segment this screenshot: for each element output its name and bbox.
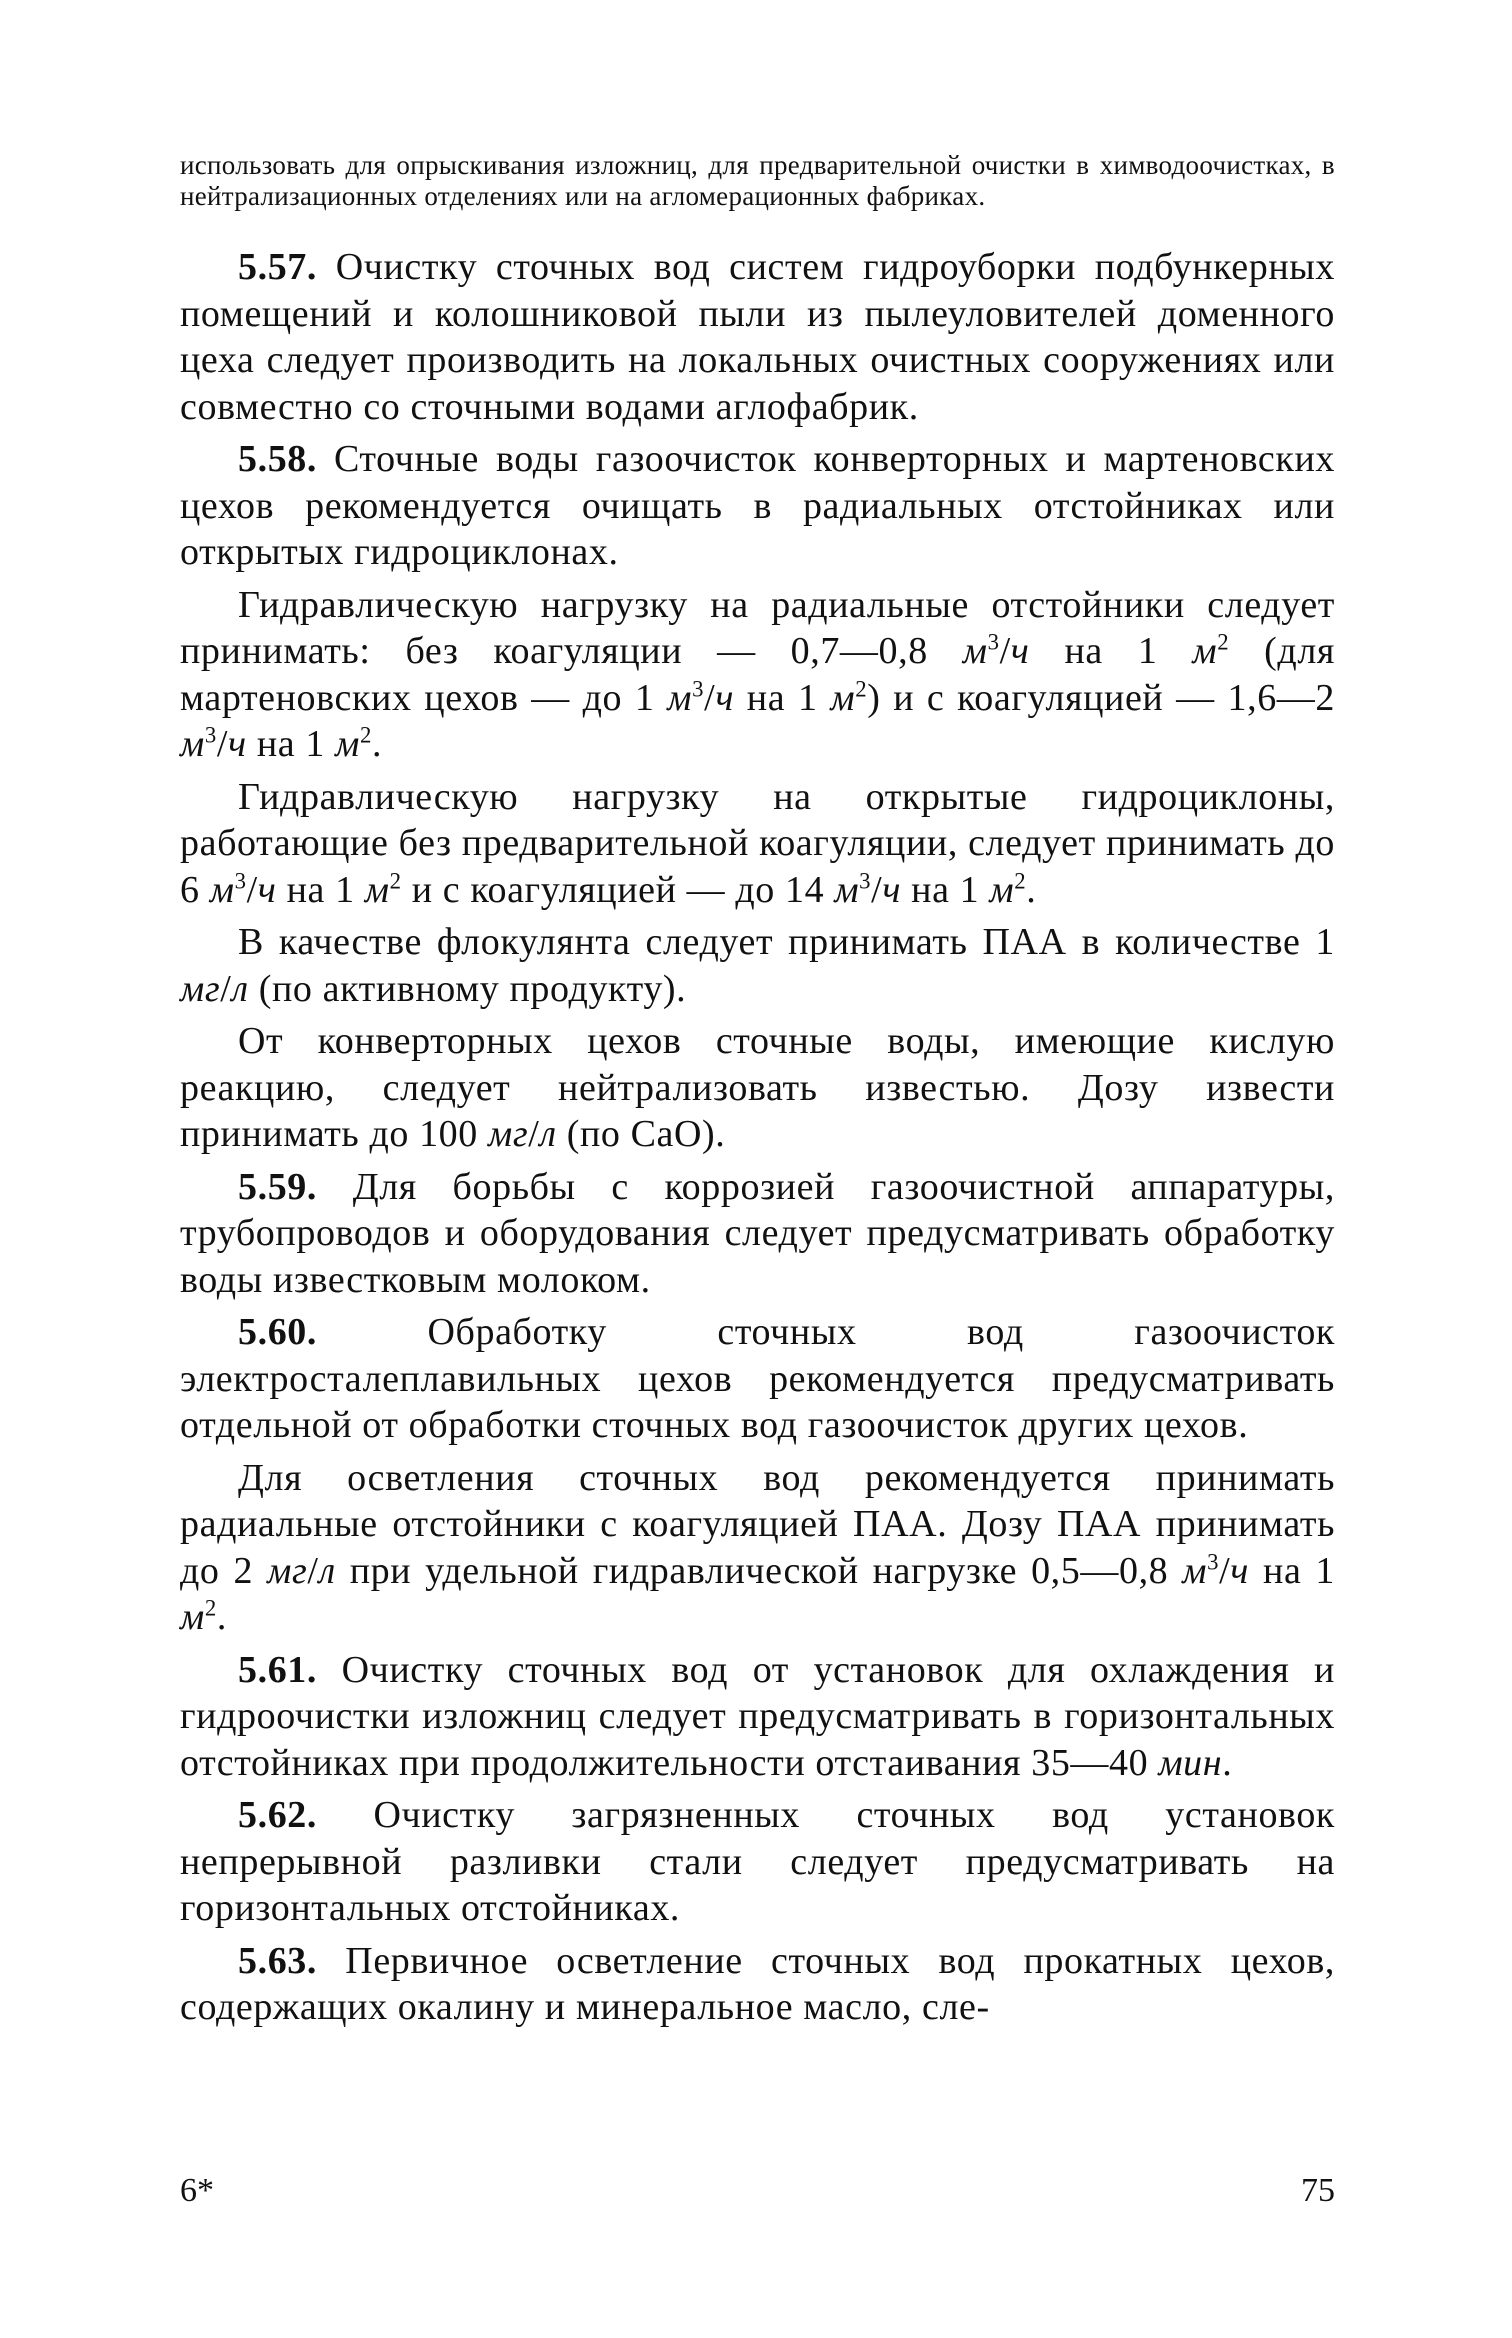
paragraph xyxy=(180,1792,1335,1932)
clause-number: 5.60. xyxy=(238,1311,317,1353)
paragraph-text: Обработку сточных вод газоочисток электросталеплавильных цехов рекомендуется предусматривать отдельной от обработки сточных вод газоочисток других цехов. xyxy=(180,1311,1335,1446)
clause-number: 5.63. xyxy=(238,1939,317,1982)
clause-number: 5.61. xyxy=(238,1648,317,1691)
paragraph-text: Первичное осветление сточных вод прокатных цехов, содержащих окалину и минеральное масло, сле- xyxy=(180,1939,1335,2028)
paragraph-text: Сточные воды газоочисток конверторных и мартеновских цехов рекомендуется очищать в радиальных отстойниках или открытых гидроциклонах. xyxy=(180,438,1335,573)
paragraph-text: Гидравлическую нагрузку на радиальные отстойники следует принимать: без коагуляции — 0,7—0,8 $м^3/ч$ на 1 $м^2$ (для мартеновских цехов — до 1 $м^3/ч$ на 1 $м^2$) и с коагуляцией — 1,6—2 $м^3/ч$ на 1 $м^2$. xyxy=(180,583,1335,765)
paragraph xyxy=(180,1647,1335,1787)
paragraph-text: Для борьбы с коррозией газоочистной аппаратуры, трубопроводов и оборудования следует предусматривать обработку воды известковым молоком. xyxy=(180,1165,1335,1301)
clause-number: 5.62. xyxy=(238,1794,317,1836)
paragraph xyxy=(180,1938,1335,2031)
page-number: 75 xyxy=(1301,2172,1335,2209)
paragraph xyxy=(180,1164,1335,1304)
paragraph xyxy=(180,1309,1335,1449)
clause-number: 5.57. xyxy=(238,246,317,288)
paragraph xyxy=(180,774,1335,914)
paragraph xyxy=(180,919,1335,1012)
paragraph xyxy=(180,436,1335,576)
document-page xyxy=(180,150,1335,2037)
clause-number: 5.59. xyxy=(238,1165,317,1208)
paragraph-text: От конверторных цехов сточные воды, имеющие кислую реакцию, следует нейтрализовать известью. Дозу извести принимать до 100 мг/л (по CaO). xyxy=(180,1020,1335,1155)
paragraph-text: В качестве флокулянта следует принимать ПАА в количестве 1 мг/л (по активному продукту). xyxy=(180,921,1335,1010)
continued-fragment: использовать для опрыскивания изложниц, для предварительной очистки в химводоочистках, в нейтрализационных отделениях или на агломерационных фабриках. xyxy=(180,150,1335,211)
paragraph-text: Для осветления сточных вод рекомендуется принимать радиальные отстойники с коагуляцией ПАА. Дозу ПАА принимать до 2 мг/л при удельной гидравлической нагрузке 0,5—0,8 $м^3/ч$ на 1 $м^2$. xyxy=(180,1456,1335,1638)
paragraph-list xyxy=(180,244,1335,2031)
paragraph-text: Очистку сточных вод от установок для охлаждения и гидроочистки изложниц следует предусматривать в горизонтальных отстойниках при продолжительности отстаивания 35—40 мин. xyxy=(180,1648,1335,1784)
paragraph xyxy=(180,582,1335,768)
paragraph xyxy=(180,244,1335,430)
signature-mark: 6* xyxy=(180,2172,214,2209)
paragraph-text: Очистку загрязненных сточных вод установок непрерывной разливки стали следует предусматривать на горизонтальных отстойниках. xyxy=(180,1794,1335,1929)
paragraph-text: Очистку сточных вод систем гидроуборки подбункерных помещений и колошниковой пыли из пылеуловителей доменного цеха следует производить на локальных очистных сооружениях или совместно со сточными водами аглофабрик. xyxy=(180,246,1335,428)
clause-number: 5.58. xyxy=(238,438,317,480)
paragraph-text: Гидравлическую нагрузку на открытые гидроциклоны, работающие без предварительной коагуляции, следует принимать до 6 $м^3/ч$ на 1 $м^2$ и с коагуляцией — до 14 $м^3/ч$ на 1 $м^2$. xyxy=(180,775,1335,911)
paragraph xyxy=(180,1455,1335,1641)
paragraph xyxy=(180,1018,1335,1158)
